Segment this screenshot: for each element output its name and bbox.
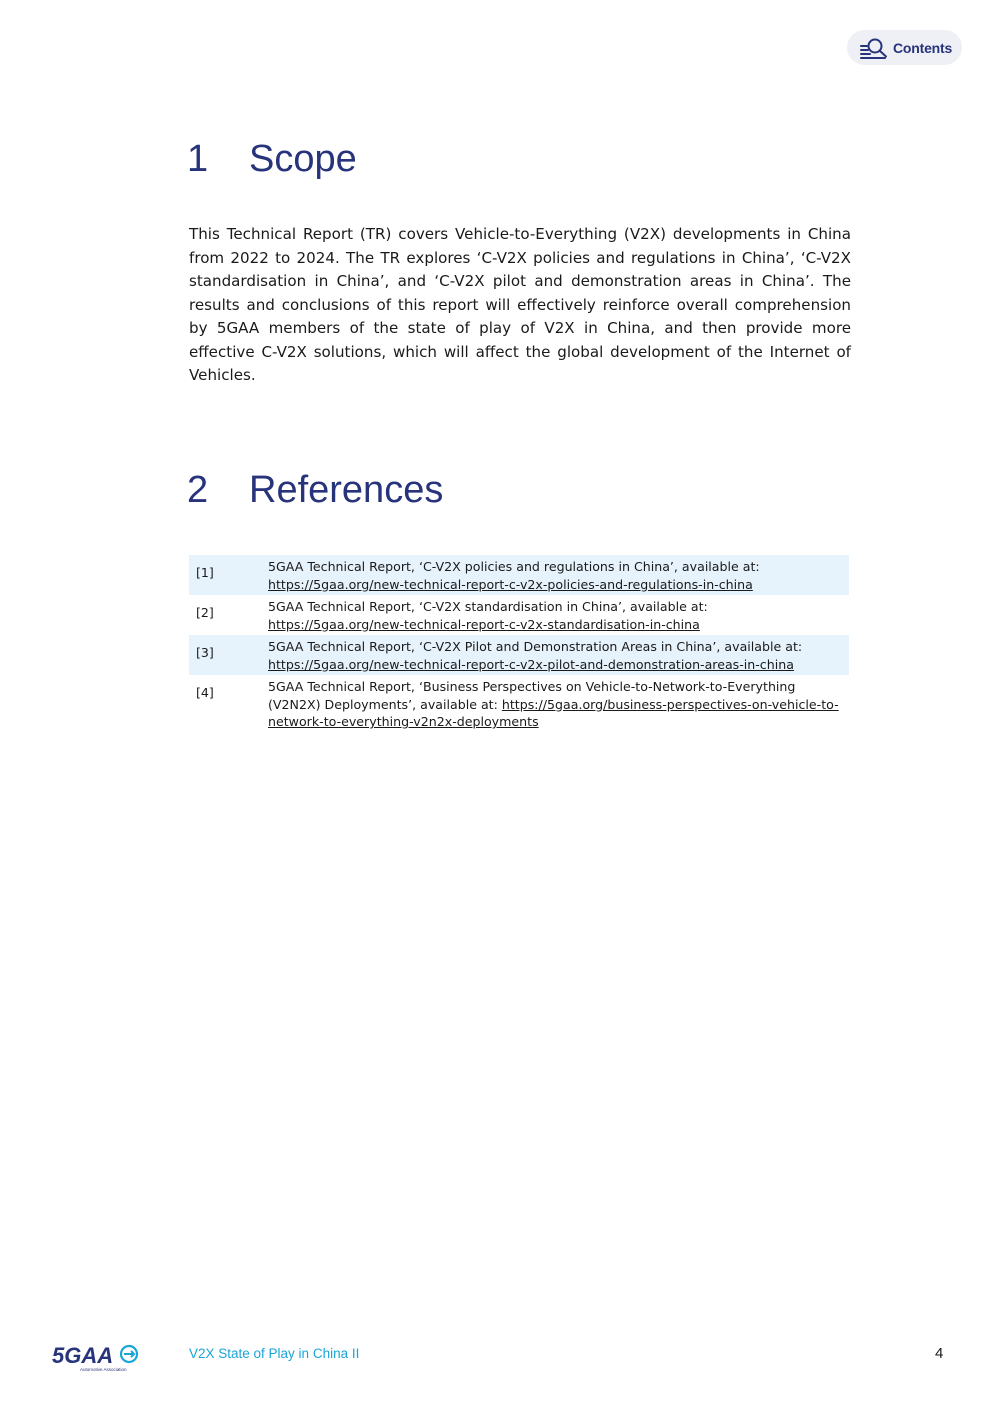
reference-link[interactable]: https://5gaa.org/new-technical-report-c-v2x-standardisation-in-china <box>268 616 700 632</box>
reference-number: [2] <box>196 605 214 620</box>
reference-text: 5GAA Technical Report, ‘C-V2X Pilot and Demonstration Areas in China’, available at: <box>268 639 803 654</box>
reference-row <box>189 595 849 635</box>
scope-title: Scope <box>249 138 357 180</box>
references-heading <box>187 471 443 509</box>
reference-text: 5GAA Technical Report, ‘C-V2X policies and regulations in China’, available at: <box>268 559 760 574</box>
reference-text: 5GAA Technical Report, ‘C-V2X standardisation in China’, available at: <box>268 599 708 614</box>
reference-entry <box>261 675 849 733</box>
reference-link[interactable]: https://5gaa.org/new-technical-report-c-v2x-pilot-and-demonstration-areas-in-china <box>268 656 794 672</box>
contents-button[interactable] <box>847 30 962 65</box>
reference-row <box>189 635 849 675</box>
reference-entry <box>261 555 849 595</box>
references-section-number: 2 <box>187 469 209 511</box>
page-number: 4 <box>935 1345 944 1362</box>
reference-number: [1] <box>196 565 214 580</box>
references-table <box>189 555 849 733</box>
reference-number: [3] <box>196 645 214 660</box>
reference-entry <box>261 635 849 675</box>
reference-link[interactable]: https://5gaa.org/business-perspectives-on-vehicle-to-network-to-everything-v2n2x-deployments <box>268 696 839 729</box>
reference-row <box>189 675 849 733</box>
reference-number: [4] <box>196 685 214 700</box>
scope-section-number: 1 <box>187 138 209 180</box>
document-search-icon <box>859 37 889 59</box>
logo-subtext: Automotive Association <box>80 1367 127 1372</box>
reference-text: 5GAA Technical Report, ‘Business Perspectives on Vehicle-to-Network-to-Everything (V2N2X) Deployments’, available at: <box>268 679 796 712</box>
reference-entry <box>261 595 849 635</box>
5gaa-logo <box>52 1342 142 1374</box>
reference-row <box>189 555 849 595</box>
scope-heading <box>187 140 357 178</box>
references-title: References <box>249 469 444 511</box>
contents-label: Contents <box>893 39 953 56</box>
reference-link[interactable]: https://5gaa.org/new-technical-report-c-v2x-policies-and-regulations-in-china <box>268 576 753 592</box>
logo-text: 5GAA <box>52 1343 114 1368</box>
scope-paragraph: This Technical Report (TR) covers Vehicle-to-Everything (V2X) developments in China from 2022 to 2024. The TR explores ‘C-V2X policies and regulations in China’, ‘C-V2X standardisation in China’, and ‘C-V2X pilot and demonstration areas in China’. The results and conclusions of this report will effectively reinforce overall comprehension by 5GAA members of the state of play of V2X in China, and then provide more effective C-V2X solutions, which will affect the global development of the Internet of Vehicles. <box>189 225 851 384</box>
footer-document-title: V2X State of Play in China II <box>189 1346 360 1361</box>
